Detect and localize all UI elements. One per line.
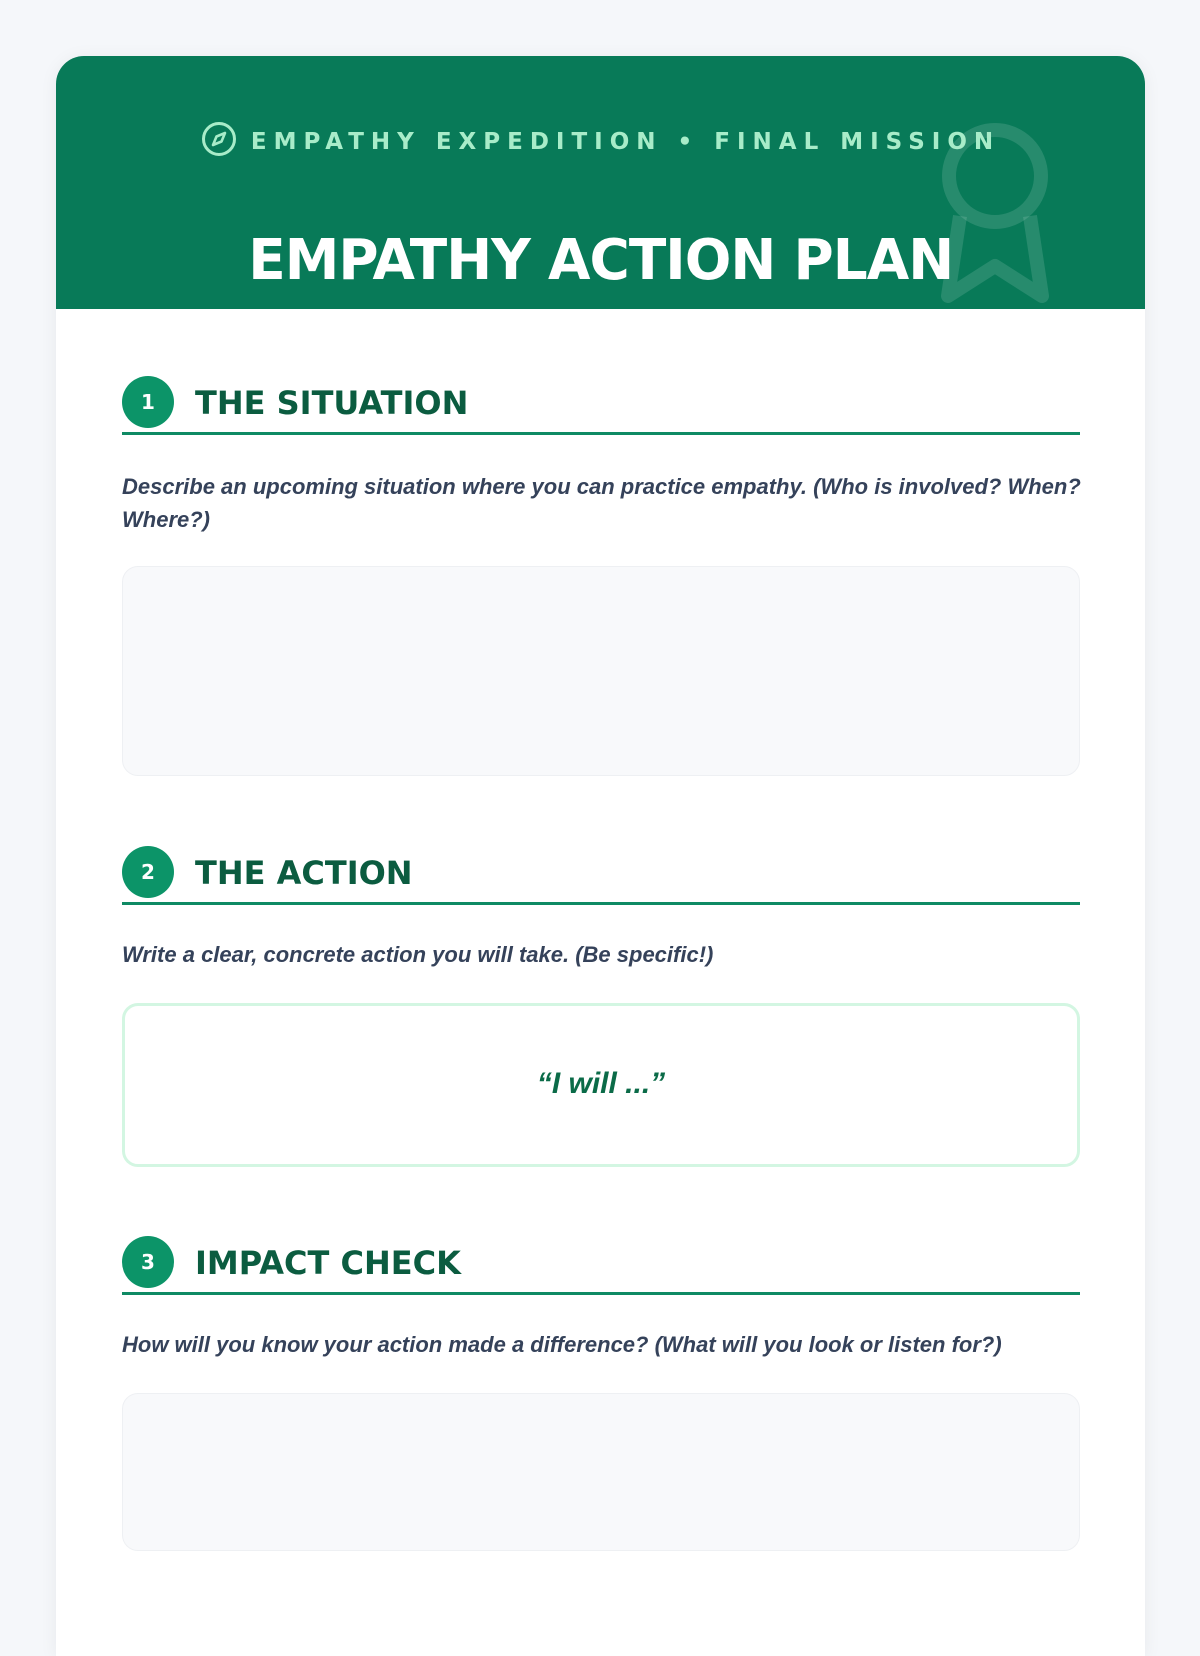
section-number-badge: 1 (122, 376, 174, 428)
page-title: EMPATHY ACTION PLAN (248, 228, 953, 293)
section-title: THE ACTION (195, 854, 413, 892)
section-action-header (122, 846, 1080, 905)
situation-prompt: Describe an upcoming situation where you can practice empathy. (Who is involved? When? Where?) (122, 474, 1081, 532)
header-banner (56, 56, 1145, 309)
section-title: IMPACT CHECK (195, 1244, 461, 1282)
section-situation-header (122, 376, 1080, 435)
situation-answer-field[interactable] (122, 566, 1080, 776)
impact-answer-field[interactable] (122, 1393, 1080, 1551)
action-prompt: Write a clear, concrete action you will take. (Be specific!) (122, 942, 714, 967)
action-answer-field[interactable] (122, 1003, 1080, 1167)
header-kicker (56, 124, 1145, 160)
section-number-badge: 2 (122, 846, 174, 898)
action-placeholder: “I will ...” (536, 1067, 666, 1100)
compass-icon (201, 121, 237, 157)
impact-prompt: How will you know your action made a difference? (What will you look or listen for?) (122, 1332, 1002, 1357)
action-plan-card (56, 56, 1145, 1656)
section-title: THE SITUATION (195, 384, 469, 422)
section-impact-header (122, 1236, 1080, 1295)
kicker-text: EMPATHY EXPEDITION • FINAL MISSION (250, 129, 1001, 155)
section-number-badge: 3 (122, 1236, 174, 1288)
